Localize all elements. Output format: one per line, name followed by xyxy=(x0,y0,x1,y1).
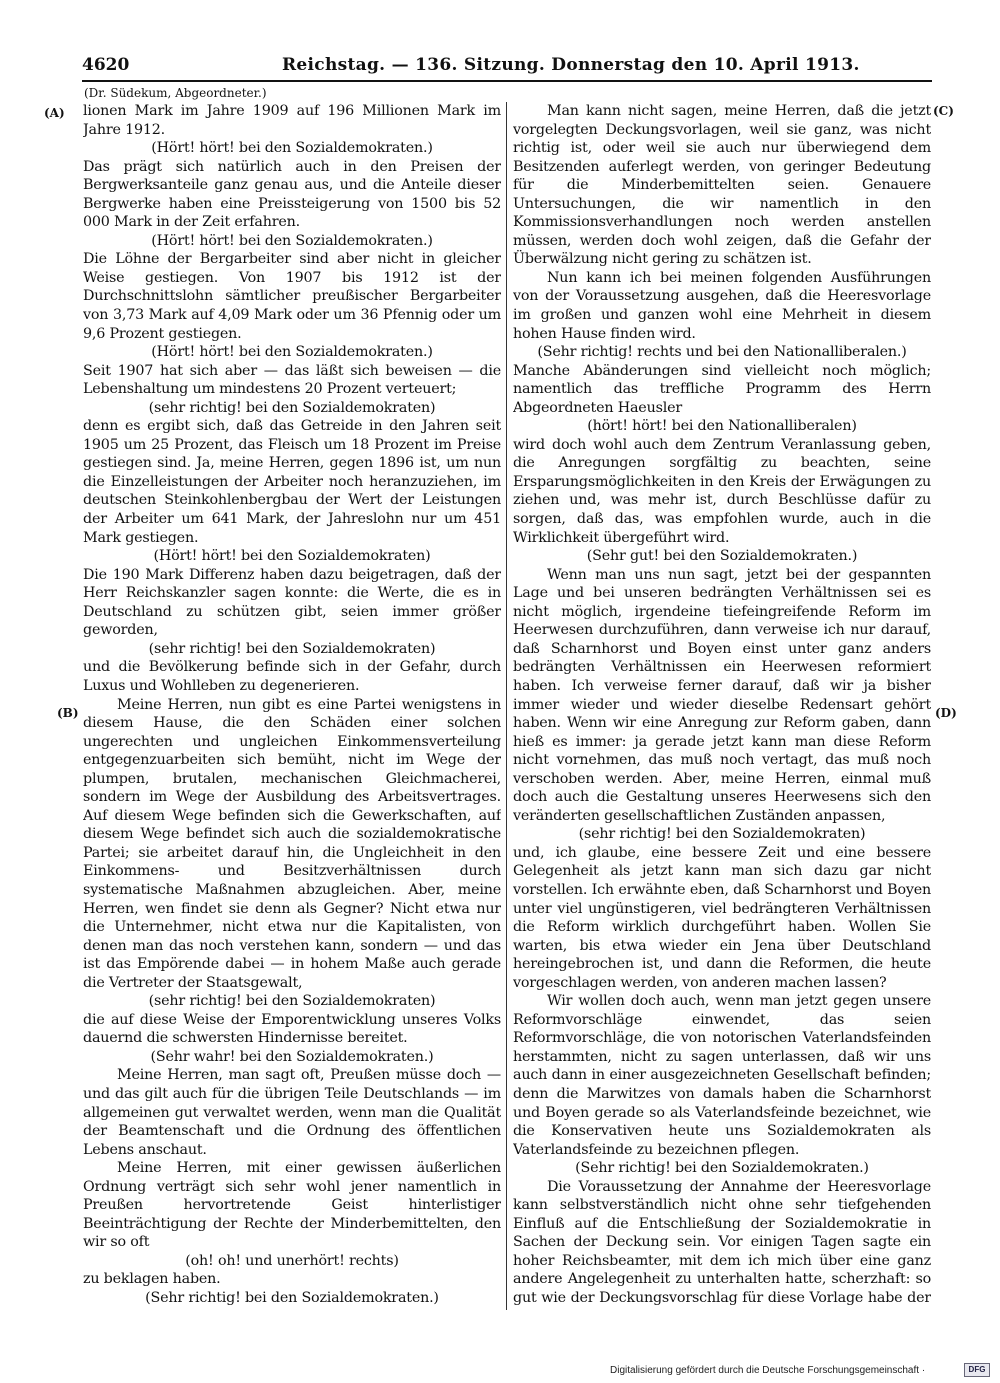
interjection: (Sehr richtig! rechts und bei den Nationalliberalen.) xyxy=(537,344,907,361)
paragraph: Meine Herren, man sagt oft, Preußen müsse doch — und das gilt auch für die übrigen Teile Deutschlands — im allgemeinen gut verwaltet werden, wenn man die Qualität der Beamtenschaft und die Ordnung des öffentlichen Lebens anschaut. xyxy=(83,1067,501,1158)
interjection: (oh! oh! und unerhört! rechts) xyxy=(185,1252,399,1269)
page-header xyxy=(82,55,932,79)
interjection: (Hört! hört! bei den Sozialdemokraten.) xyxy=(151,232,433,249)
interjection: (sehr richtig! bei den Sozialdemokraten) xyxy=(148,640,436,657)
paragraph: Meine Herren, mit einer gewissen äußerlichen Ordnung verträgt sich sehr wohl jener namentlich in Preußen hervortretende Geist hinterlistiger Beeinträchtigung der Rechte der Minderbemittelten, den wir so oft xyxy=(83,1160,501,1251)
paragraph: und die Bevölkerung befinde sich in der Gefahr, durch Luxus und Wohlleben zu degenerieren. xyxy=(83,659,501,694)
margin-mark-a: (A) xyxy=(44,106,65,120)
interjection: (sehr richtig! bei den Sozialdemokraten) xyxy=(148,399,436,416)
paragraph: Wenn man uns nun sagt, jetzt bei der gespannten Lage und bei unseren bedrängten Verhältnissen sei es nicht möglich, irgendeine tiefeingreifende Reform im Heerwesen durchzuführen, dann verweise ich nur darauf, daß Scharnhorst und Boyen einst unter ganz anders bedrängten Verhältnissen ein Heerwesen reformiert haben. Ich verweise ferner darauf, daß wir ja bisher immer wieder und wieder dieselbe Redensart gehört haben. Wenn wir eine Anregung zur Reform gaben, dann hieß es immer: ja gerade jetzt kann man diese Reform nicht vornehmen, das muß noch vertagt, das muß noch verschoben werden. Aber, meine Herren, einmal muß doch auch die Gestaltung unseres Heerwesens sich den veränderten gesellschaftlichen Zuständen anpassen, xyxy=(513,566,931,824)
header-divider xyxy=(82,80,932,82)
right-text-column xyxy=(513,102,931,1310)
paragraph: Die Voraussetzung der Annahme der Heeresvorlage kann selbstverständlich nicht ohne sehr tiefgehenden Einfluß auf die Entschließung der Sozialdemokratie in Sachen der Deckung sein. Vor einigen Tagen sagte ein hoher Reichsbeamter, mit dem ich mich über eine ganz andere Angelegenheit zu unterhalten hatte, scherzhaft: so gut wie der Deckungsvorschlag für diese Vorlage habe der xyxy=(513,1178,931,1306)
running-title: Reichstag. — 136. Sitzung. Donnerstag den 10. April 1913. xyxy=(282,55,860,75)
margin-mark-d: (D) xyxy=(935,706,957,720)
interjection: (Hört! hört! bei den Sozialdemokraten.) xyxy=(151,344,433,361)
column-divider xyxy=(506,102,507,1310)
paragraph: Seit 1907 hat sich aber — das läßt sich beweisen — die Lebenshaltung um mindestens 20 Prozent verteuert; xyxy=(83,362,501,398)
footer-credit: Digitalisierung gefördert durch die Deutsche Forschungsgemeinschaft · xyxy=(610,1365,926,1376)
dfg-logo: DFG xyxy=(964,1363,990,1377)
interjection: (hört! hört! bei den Nationalliberalen) xyxy=(587,418,857,435)
paragraph: Wir wollen doch auch, wenn man jetzt gegen unsere Reformvorschläge einwendet, das seien Reformvorschläge, die von notorischen Vaterlandsfeinden herstammten, nicht zu sagen unterlassen, daß wir uns auch dann in einer ausgezeichneten Gesellschaft befinden; denn die Marwitzes von damals haben die Scharnhorst und Boyen gerade so als Vaterlandsfeinde bezeichnet, wie die Konservativen heute uns Sozialdemokraten als Vaterlandsfeinde zu bezeichnen pflegen. xyxy=(513,993,931,1158)
left-text-column xyxy=(83,102,501,1310)
paragraph: Manche Abänderungen sind vielleicht noch möglich; namentlich das treffliche Programm des Herrn Abgeordneten Haeusler xyxy=(513,362,931,416)
paragraph: die auf diese Weise der Emporentwicklung unseres Volks dauernd die schwersten Hindernisse bereitet. xyxy=(83,1011,501,1047)
interjection: (Sehr gut! bei den Sozialdemokraten.) xyxy=(586,548,858,565)
paragraph: Nun kann ich bei meinen folgenden Ausführungen von der Voraussetzung ausgehen, daß die Heeresvorlage im großen und ganzen wohl eine Mehrheit in diesem hohen Hause finden wird. xyxy=(513,269,931,342)
interjection: (Hört! hört! bei den Sozialdemokraten.) xyxy=(151,140,433,157)
interjection: (sehr richtig! bei den Sozialdemokraten) xyxy=(148,993,436,1010)
paragraph xyxy=(83,1308,501,1310)
paragraph: zu beklagen haben. xyxy=(83,1271,221,1288)
paragraph: wird doch wohl auch dem Zentrum Veranlassung geben, die Anregungen sorgfältig zu beachten, seine Ersparungsmöglichkeiten in den Kreis der Erwägungen zu ziehen und, was mehr ist, durch Beschlüsse dafür zu sorgen, daß das, was empfohlen wurde, auch in die Wirklichkeit übergeführt wird. xyxy=(513,436,931,546)
speaker-line: (Dr. Südekum, Abgeordneter.) xyxy=(84,86,267,100)
paragraph: Die Löhne der Bergarbeiter sind aber nicht in gleicher Weise gestiegen. Von 1907 bis 1912 ist der Durchschnittslohn sämtlicher preußischer Bergarbeiter von 3,73 Mark auf 4,09 Mark oder um 36 Pfennig oder um 9,6 Prozent gestiegen. xyxy=(83,251,501,342)
interjection: (Sehr richtig! bei den Sozialdemokraten.) xyxy=(145,1290,439,1306)
margin-mark-c: (C) xyxy=(933,104,954,118)
paragraph: Die 190 Mark Differenz haben dazu beigetragen, daß der Herr Reichskanzler sagen konnte: die Werte, die es in Deutschland zu schützen gibt, seien immer größer geworden, xyxy=(83,566,501,639)
paragraph: Meine Herren, nun gibt es eine Partei wenigstens in diesem Hause, die den Schäden einer solchen ungerechten und ungleichen Einkommensverteilung entgegenzuarbeiten sich bemüht, nicht im Wege der plumpen, brutalen, mechanischen Gleichmacherei, sondern im Wege der Ausbildung des Arbeitsvertrages. Auf diesem Wege befinden sich die Gewerkschaften, auf diesem Wege befindet sich auch die sozialdemokratische Partei; sie arbeitet darauf hin, die Ungleichheit in den Einkommens- und Besitzverhältnissen durch systematische Maßnahmen abzugleichen. Aber, meine Herren, wen findet sie denn als Gegner? Nicht etwa nur die Unternehmer, nicht etwa nur die Kapitalisten, von denen man das noch verstehen kann, sondern — und das ist das Empörende dabei — in hohem Maße auch gerade die Vertreter der Staatsgewalt, xyxy=(83,696,501,991)
page-number: 4620 xyxy=(82,55,130,75)
paragraph: Man kann nicht sagen, meine Herren, daß die jetzt vorgelegten Deckungsvorlagen, weil sie ganz, was nicht richtig ist, oder weil sie auch nur überwiegend dem Besitzenden auferlegt werden, von geringer Bedeutung für die Minderbemittelten seien. Genauere Untersuchungen, die wir namentlich in den Kommissionsverhandlungen noch werden anstellen müssen, werden doch wohl zeigen, daß die Gefahr der Überwälzung nicht gering zu schätzen ist. xyxy=(513,103,931,268)
interjection: (sehr richtig! bei den Sozialdemokraten) xyxy=(578,826,866,843)
interjection: (Sehr wahr! bei den Sozialdemokraten.) xyxy=(150,1048,434,1065)
paragraph: Das prägt sich natürlich auch in den Preisen der Bergwerksanteile ganz genau aus, und die Anteile dieser Bergwerke haben eine Preissteigerung von 1500 bis 52 000 Mark in der Zeit erfahren. xyxy=(83,158,501,231)
interjection: (Hört! hört! bei den Sozialdemokraten) xyxy=(153,548,431,565)
interjection: (Sehr richtig! bei den Sozialdemokraten.) xyxy=(575,1160,869,1177)
margin-mark-b: (B) xyxy=(57,706,79,720)
paragraph: lionen Mark im Jahre 1909 auf 196 Millionen Mark im Jahre 1912. xyxy=(83,103,501,138)
paragraph: denn es ergibt sich, daß das Getreide in den Jahren seit 1905 um 25 Prozent, das Fleisch um 18 Prozent im Preise gestiegen sind. Ja, meine Herren, gegen 1896 ist, um nun die Einzelleistungen der Arbeiter noch heranzuziehen, im deutschen Steinkohlenbergbau der Wert der Leistungen der Arbeiter um 641 Mark, der Jahreslohn nur um 451 Mark gestiegen. xyxy=(83,418,501,546)
paragraph: und, ich glaube, eine bessere Zeit und eine bessere Gelegenheit als jetzt kann man sich dazu gar nicht vorstellen. Ich erwähnte eben, daß Scharnhorst und Boyen unter viel ungünstigeren, viel bedrängteren Verhältnissen die Reform wirklich durchgeführt haben. Wollen Sie warten, bis etwa wieder ein Jena über Deutschland hereingebrochen ist, und dann die Reformen, die heute vorgeschlagen werden, von anderen machen lassen? xyxy=(513,844,931,991)
